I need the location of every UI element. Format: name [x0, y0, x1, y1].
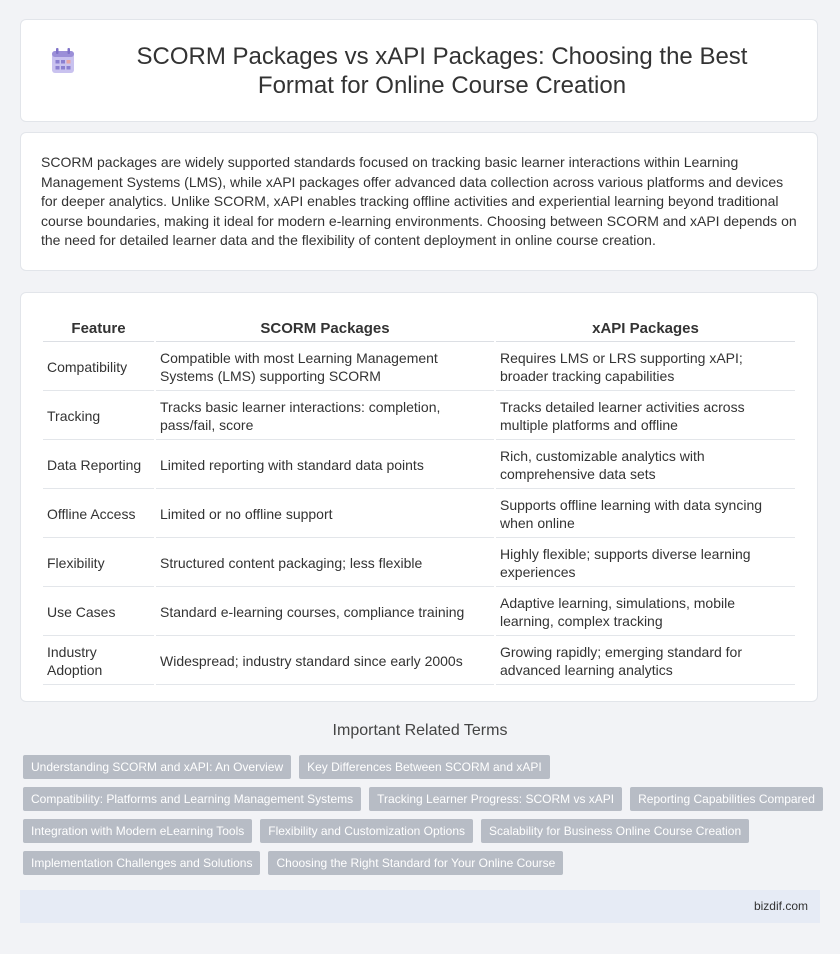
intro-paragraph: SCORM packages are widely supported standards focused on tracking basic learner interactions within Learning Management Systems (LMS), while xAPI packages offer advanced data collection across various platforms and devices for deeper analytics. Unlike SCORM, xAPI enables tracking offline activities and experiential learning beyond traditional course boundaries, making it ideal for modern e-learning environments. Choosing between SCORM and xAPI depends on the need for detailed learner data and the flexibility of content deployment in online course creation. — [41, 154, 797, 249]
row-xapi: Tracks detailed learner activities across multiple platforms and offline — [496, 393, 795, 440]
footer — [20, 890, 820, 923]
table-row — [43, 638, 795, 685]
title-wrap — [51, 42, 787, 100]
row-scorm: Compatible with most Learning Management Systems (LMS) supporting SCORM — [156, 344, 494, 391]
header-xapi: xAPI Packages — [496, 313, 795, 342]
row-feature: Data Reporting — [43, 442, 154, 489]
row-xapi: Rich, customizable analytics with comprehensive data sets — [496, 442, 795, 489]
comparison-card — [20, 292, 818, 702]
related-term-tag[interactable]: Choosing the Right Standard for Your Online Course — [268, 851, 563, 875]
related-term-tag[interactable]: Compatibility: Platforms and Learning Management Systems — [23, 787, 361, 811]
related-terms-list — [23, 755, 823, 875]
row-scorm: Limited reporting with standard data points — [156, 442, 494, 489]
row-feature: Industry Adoption — [43, 638, 154, 685]
footer-site-link[interactable]: bizdif.com — [753, 899, 808, 913]
comparison-table — [41, 311, 797, 687]
table-row — [43, 589, 795, 636]
row-scorm: Tracks basic learner interactions: completion, pass/fail, score — [156, 393, 494, 440]
calendar-grid-icon — [51, 48, 75, 74]
row-xapi: Requires LMS or LRS supporting xAPI; broader tracking capabilities — [496, 344, 795, 391]
table-row — [43, 491, 795, 538]
table-header-row — [43, 313, 795, 342]
row-xapi: Growing rapidly; emerging standard for advanced learning analytics — [496, 638, 795, 685]
row-xapi: Supports offline learning with data syncing when online — [496, 491, 795, 538]
related-term-tag[interactable]: Integration with Modern eLearning Tools — [23, 819, 252, 843]
table-row — [43, 540, 795, 587]
title-card — [20, 19, 818, 122]
table-row — [43, 393, 795, 440]
table-row — [43, 344, 795, 391]
related-term-tag[interactable]: Key Differences Between SCORM and xAPI — [299, 755, 550, 779]
page-title: SCORM Packages vs xAPI Packages: Choosing the Best Format for Online Course Creation — [136, 42, 748, 99]
row-feature: Use Cases — [43, 589, 154, 636]
header-feature: Feature — [43, 313, 154, 342]
related-terms-heading: Important Related Terms — [332, 722, 508, 739]
related-term-tag[interactable]: Understanding SCORM and xAPI: An Overview — [23, 755, 291, 779]
table-row — [43, 442, 795, 489]
row-feature: Tracking — [43, 393, 154, 440]
intro-card — [20, 132, 818, 271]
row-scorm: Limited or no offline support — [156, 491, 494, 538]
row-feature: Flexibility — [43, 540, 154, 587]
row-feature: Compatibility — [43, 344, 154, 391]
row-scorm: Structured content packaging; less flexible — [156, 540, 494, 587]
related-term-tag[interactable]: Implementation Challenges and Solutions — [23, 851, 260, 875]
related-term-tag[interactable]: Reporting Capabilities Compared — [630, 787, 823, 811]
related-term-tag[interactable]: Scalability for Business Online Course Creation — [481, 819, 749, 843]
row-scorm: Standard e-learning courses, compliance training — [156, 589, 494, 636]
related-term-tag[interactable]: Tracking Learner Progress: SCORM vs xAPI — [369, 787, 622, 811]
row-feature: Offline Access — [43, 491, 154, 538]
row-scorm: Widespread; industry standard since early 2000s — [156, 638, 494, 685]
related-term-tag[interactable]: Flexibility and Customization Options — [260, 819, 473, 843]
header-scorm: SCORM Packages — [156, 313, 494, 342]
row-xapi: Highly flexible; supports diverse learning experiences — [496, 540, 795, 587]
row-xapi: Adaptive learning, simulations, mobile learning, complex tracking — [496, 589, 795, 636]
